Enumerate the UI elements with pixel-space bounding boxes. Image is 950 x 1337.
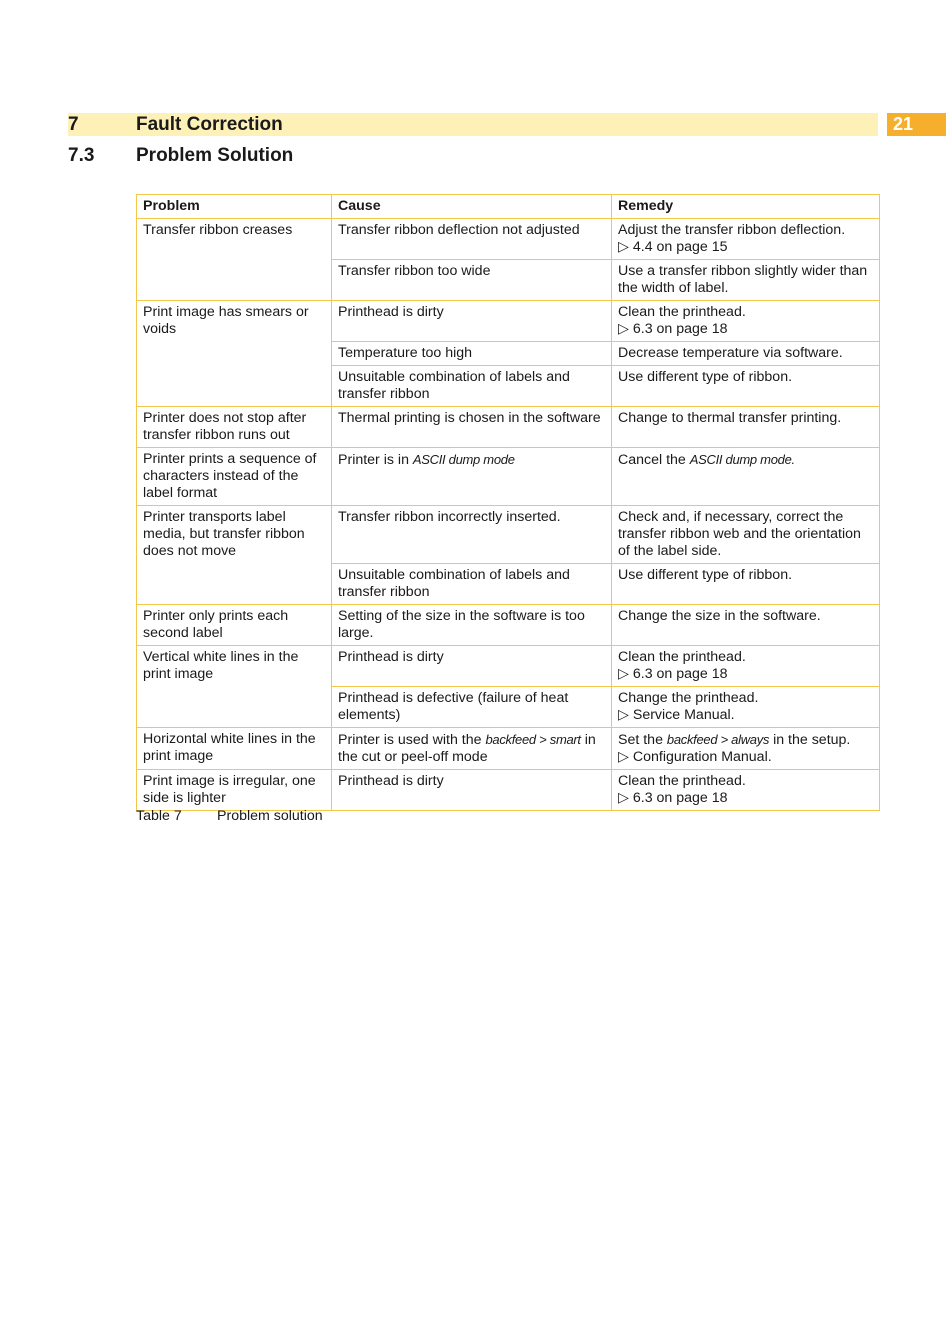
problem-cell: Print image is irregular, one side is lighter bbox=[137, 770, 332, 811]
cause-cell bbox=[332, 448, 612, 506]
problem-cell: Print image has smears or voids bbox=[137, 301, 332, 407]
cause-cell: Printhead is defective (failure of heat elements) bbox=[332, 687, 612, 728]
remedy-cell: Change to thermal transfer printing. bbox=[612, 407, 880, 448]
cross-reference: ▷ 6.3 on page 18 bbox=[618, 321, 873, 338]
chapter-title: Fault Correction bbox=[136, 114, 283, 135]
remedy-cell bbox=[612, 770, 880, 811]
header-remedy: Remedy bbox=[612, 195, 880, 219]
cause-cell: Printhead is dirty bbox=[332, 770, 612, 811]
remedy-cell: Check and, if necessary, correct the transfer ribbon web and the orientation of the label side. bbox=[612, 506, 880, 564]
problem-cell: Vertical white lines in the print image bbox=[137, 646, 332, 728]
cause-cell: Printhead is dirty bbox=[332, 646, 612, 687]
cause-cell: Transfer ribbon too wide bbox=[332, 260, 612, 301]
table-row bbox=[137, 407, 880, 448]
header-problem: Problem bbox=[137, 195, 332, 219]
cross-reference: ▷ 4.4 on page 15 bbox=[618, 239, 873, 256]
mode-name: backfeed > always bbox=[666, 732, 770, 747]
cause-cell: Printhead is dirty bbox=[332, 301, 612, 342]
cause-cell: Transfer ribbon incorrectly inserted. bbox=[332, 506, 612, 564]
remedy-cell: Change the size in the software. bbox=[612, 605, 880, 646]
cause-cell: Thermal printing is chosen in the software bbox=[332, 407, 612, 448]
cause-text: in the cut or peel-off mode bbox=[338, 732, 596, 765]
table-header-row bbox=[137, 195, 880, 219]
caption-text: Problem solution bbox=[217, 808, 323, 824]
remedy-line bbox=[618, 731, 873, 749]
chapter-number: 7 bbox=[68, 114, 79, 135]
table-caption bbox=[136, 808, 323, 825]
table-row bbox=[137, 219, 880, 260]
cross-reference: ▷ Configuration Manual. bbox=[618, 749, 873, 766]
remedy-cell bbox=[612, 301, 880, 342]
cause-cell: Unsuitable combination of labels and transfer ribbon bbox=[332, 366, 612, 407]
remedy-text: Clean the printhead. bbox=[618, 773, 746, 789]
remedy-text: Cancel the bbox=[618, 452, 690, 468]
cause-text: Printer is used with the bbox=[338, 732, 486, 748]
remedy-cell: Decrease temperature via software. bbox=[612, 342, 880, 366]
remedy-cell bbox=[612, 219, 880, 260]
mode-name: ASCII dump mode. bbox=[689, 452, 795, 467]
header-cause: Cause bbox=[332, 195, 612, 219]
table-row bbox=[137, 605, 880, 646]
table-row bbox=[137, 770, 880, 811]
cross-reference: ▷ Service Manual. bbox=[618, 707, 873, 724]
problem-cell: Printer prints a sequence of characters instead of the label format bbox=[137, 448, 332, 506]
remedy-text: Set the bbox=[618, 732, 667, 748]
remedy-cell bbox=[612, 687, 880, 728]
cause-cell: Setting of the size in the software is too large. bbox=[332, 605, 612, 646]
remedy-text: Clean the printhead. bbox=[618, 304, 746, 320]
problem-solution-table bbox=[136, 194, 880, 811]
problem-cell: Transfer ribbon creases bbox=[137, 219, 332, 301]
remedy-cell bbox=[612, 448, 880, 506]
remedy-text: Adjust the transfer ribbon deflection. bbox=[618, 222, 846, 238]
remedy-text: Clean the printhead. bbox=[618, 649, 746, 665]
table-row bbox=[137, 728, 880, 770]
problem-cell: Printer only prints each second label bbox=[137, 605, 332, 646]
cause-cell bbox=[332, 728, 612, 770]
cause-cell: Transfer ribbon deflection not adjusted bbox=[332, 219, 612, 260]
remedy-cell: Use a transfer ribbon slightly wider than the width of label. bbox=[612, 260, 880, 301]
table-row bbox=[137, 448, 880, 506]
table-row bbox=[137, 506, 880, 564]
mode-name: ASCII dump mode bbox=[412, 452, 515, 467]
page-number-badge: 21 bbox=[887, 113, 946, 136]
mode-name: backfeed > smart bbox=[485, 732, 581, 747]
cross-reference: ▷ 6.3 on page 18 bbox=[618, 790, 873, 807]
table-row bbox=[137, 301, 880, 342]
problem-cell: Horizontal white lines in the print image bbox=[137, 728, 332, 770]
remedy-cell: Use different type of ribbon. bbox=[612, 366, 880, 407]
section-number: 7.3 bbox=[68, 145, 95, 166]
cause-text: Printer is in bbox=[338, 452, 413, 468]
remedy-cell bbox=[612, 728, 880, 770]
problem-cell: Printer does not stop after transfer ribbon runs out bbox=[137, 407, 332, 448]
cause-cell: Temperature too high bbox=[332, 342, 612, 366]
remedy-text: in the setup. bbox=[769, 732, 851, 748]
cause-cell: Unsuitable combination of labels and transfer ribbon bbox=[332, 564, 612, 605]
remedy-text: Change the printhead. bbox=[618, 690, 759, 706]
section-title: Problem Solution bbox=[136, 145, 294, 166]
problem-cell: Printer transports label media, but transfer ribbon does not move bbox=[137, 506, 332, 605]
remedy-cell: Use different type of ribbon. bbox=[612, 564, 880, 605]
remedy-cell bbox=[612, 646, 880, 687]
caption-label: Table 7 bbox=[136, 808, 182, 824]
cross-reference: ▷ 6.3 on page 18 bbox=[618, 666, 873, 683]
table-row bbox=[137, 646, 880, 687]
